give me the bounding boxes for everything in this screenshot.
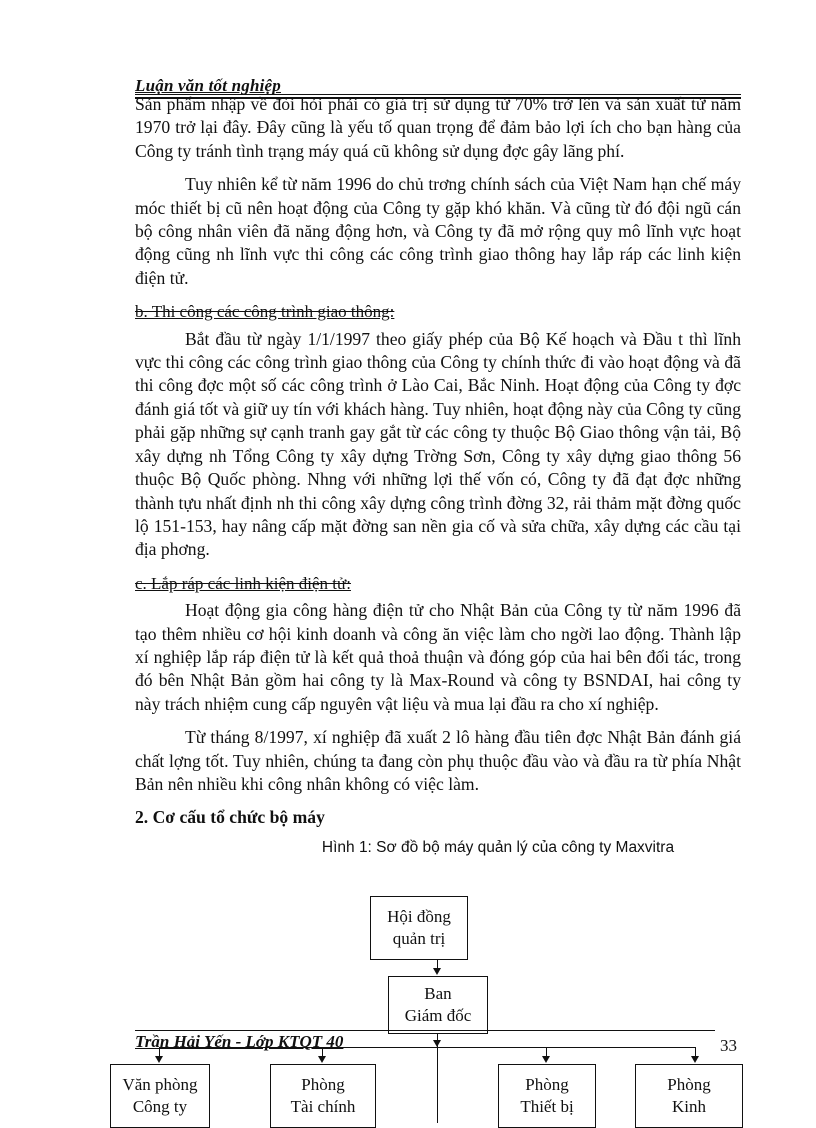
section-heading: 2. Cơ cấu tổ chức bộ máy <box>135 807 325 828</box>
dept-business-line2: Kinh <box>672 1097 706 1116</box>
org-box-directors <box>388 976 488 1034</box>
footer-rule <box>135 1030 715 1031</box>
org-box-dept-finance <box>270 1064 376 1128</box>
paragraph-4: Hoạt động gia công hàng điện tử cho Nhật Bản của Công ty từ năm 1996 đã tạo thêm nhiều cơ hội kinh doanh và công ăn việc làm cho ngời lao động. Thành lập xí nghiệp lắp ráp điện tử là kết quả thoả thuận và đóng góp của hai bên đối tác, trong đó bên Nhật Bản gồm hai công ty là Max-Round và công ty BSNDAI, hai công ty này trách nhiệm cung cấp nguyên vật liệu và mua lại đầu ra cho xí nghiệp. <box>135 600 741 714</box>
paragraph-2: Tuy nhiên kể từ năm 1996 do chủ trơng chính sách của Việt Nam hạn chế máy móc thiết bị cũ nên hoạt động của Công ty gặp khó khăn. Và cũng từ đó đội ngũ cán bộ công nhân viên đã năng động hơn, và Công ty đã mở rộng quy mô lĩnh vực hoạt động cũng nh lĩnh vực thi công các công trình giao thông hay lắp ráp các linh kiện điện tử. <box>135 174 741 288</box>
dept-office-line1: Văn phòng <box>122 1075 198 1094</box>
arrow-to-dept-1 <box>155 1056 163 1063</box>
paragraph-1: Sản phẩm nhập về đòi hỏi phải có giá trị sử dụng từ 70% trở lên và sản xuất từ năm 1970 trở lại đây. Đây cũng là yếu tố quan trọng để đảm bảo lợi ích cho bạn hàng của Công ty tránh tình trạng máy quá cũ không sử dụng đợc gây lãng phí. <box>135 94 741 161</box>
dept-business-line1: Phòng <box>667 1075 711 1094</box>
subheading-c: c. Lắp ráp các linh kiện điện tử: <box>135 573 351 593</box>
dept-office-line2: Công ty <box>132 1097 188 1116</box>
running-header: Luận văn tốt nghiệp <box>135 76 281 95</box>
org-box-dept-office <box>110 1064 210 1128</box>
page-number: 33 <box>720 1036 737 1055</box>
org-box-dept-equipment <box>498 1064 596 1128</box>
org-box-board-line2: quản trị <box>392 929 446 948</box>
dept-finance-line1: Phòng <box>301 1075 345 1094</box>
arrow-trunk <box>433 1040 441 1047</box>
org-box-dept-business <box>635 1064 743 1128</box>
org-box-directors-line2: Giám đốc <box>404 1006 472 1025</box>
paragraph-5: Từ tháng 8/1997, xí nghiệp đã xuất 2 lô hàng đầu tiên đợc Nhật Bản đánh giá chất lợng tốt. Tuy nhiên, chúng ta đang còn phụ thuộc đầu vào và đầu ra từ phía Nhật Bản nên nhiều khi công nhân không có việc làm. <box>135 727 741 794</box>
dept-finance-line2: Tài chính <box>290 1097 356 1116</box>
document-body <box>135 93 741 859</box>
arrow-to-directors <box>433 968 441 975</box>
dept-equipment-line1: Phòng <box>525 1075 569 1094</box>
org-box-directors-line1: Ban <box>424 984 452 1003</box>
subheading-b: b. Thi công các công trình giao thông: <box>135 302 395 322</box>
arrow-to-dept-4 <box>691 1056 699 1063</box>
arrow-to-dept-2 <box>318 1056 326 1063</box>
org-box-board <box>370 896 468 960</box>
figure-caption: Hình 1: Sơ đồ bộ máy quản lý của công ty Maxvitra <box>321 838 675 856</box>
paragraph-3: Bắt đầu từ ngày 1/1/1997 theo giấy phép của Bộ Kế hoạch và Đầu t thì lĩnh vực thi công các công trình giao thông của Công ty chính thức đi vào hoạt động và đã thi công đợc một số các công trình ở Lào Cai, Bắc Ninh. Hoạt động của Công ty đợc đánh giá tốt và giữ uy tín với khách hàng. Tuy nhiên, hoạt động này của Công ty cũng phải gặp những sự cạnh tranh gay gắt từ các công ty thuộc Bộ Giao thông vận tải, Bộ xây dựng nh Tổng Công ty xây dựng Trờng Sơn, Công ty xây dựng giao thông 56 thuộc Bộ Quốc phòng. Nhng với những lợi thế vốn có, Công ty đã đạt đợc những thành tựu nhất định nh thi công xây dựng công trình đờng 32, rải thảm mặt đờng quốc lộ 151-153, hay nâng cấp mặt đờng san nền gia cố và sửa chữa, xây dựng các cầu tại địa phơng. <box>135 328 741 560</box>
org-box-board-line1: Hội đồng <box>387 907 451 926</box>
arrow-to-dept-3 <box>542 1056 550 1063</box>
dept-equipment-line2: Thiết bị <box>520 1097 574 1116</box>
running-footer: Trần Hải Yến - Lớp KTQT 40 <box>135 1032 344 1051</box>
